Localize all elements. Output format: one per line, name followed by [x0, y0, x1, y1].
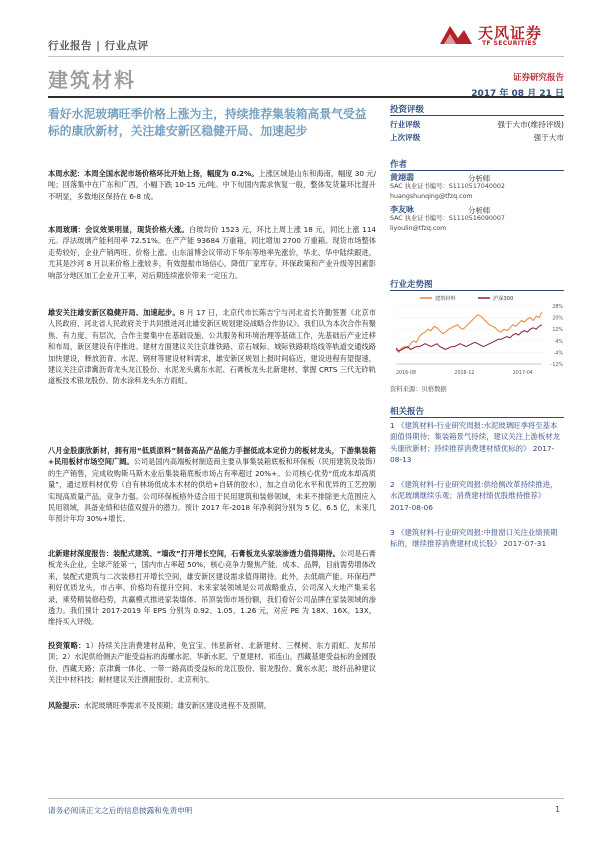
paragraph-xiongan [48, 307, 376, 387]
author-cert: SAC 执业证书编号：S1110517040002 [390, 183, 505, 190]
related-date: 2017-08-13 [390, 443, 555, 465]
author-name: 李友咏 [390, 205, 414, 214]
chart-legend-label: 沪深300 [493, 296, 514, 302]
paragraph-strategy [48, 640, 376, 686]
author-cert: SAC 执业证书编号：S1110516090007 [390, 215, 505, 222]
author-email[interactable]: liyoulin@tfzq.com [390, 225, 447, 232]
paragraph-text: 白玻均价 1523 元，环比上周上涨 18 元，同比上涨 114 元。浮法玻璃产能利用率 72.51%。在产产能 93684 万重箱，同比增加 2700 万重箱。现货市场整体走势较好，企业产销两旺、价格上涨。山东淄博会议带动下华东等地率先涨价，华北、华中陆续跟进，尤其是沙河 8 月以来价格上涨较多，有效提振市场信心，降低厂家库存。环保政策和产业升级等因素影响部分地区加工企业开工率，对后期连续涨价带来一定压力。 [48, 225, 376, 280]
footer-disclaimer: 请务必阅读正文之后的信息披露和免责申明 [48, 806, 193, 815]
related-date: 2017-07-31 [503, 539, 547, 549]
rating-value: 强于大市 [533, 133, 564, 142]
page-number: 1 [555, 805, 560, 814]
trend-chart [390, 292, 564, 376]
chart-x-tick: 2016-12 [454, 371, 475, 376]
related-divider [390, 417, 564, 418]
paragraph-lead: 雄安关注雄安新区稳健开局、加速起步。 [48, 308, 180, 317]
author-email[interactable]: huangshunqing@tfzq.com [390, 193, 473, 200]
trend-divider [390, 290, 564, 291]
footer-divider [48, 798, 564, 799]
header-divider [48, 56, 564, 57]
industry-title: 建筑材料 [48, 68, 136, 92]
author-role: 分析师 [468, 174, 491, 183]
related-title: 《建筑材料-行业研究周报:供给侧改革持续推进，水泥玻璃继续乐观；消费建材绩优股维持推荐》 [390, 480, 558, 501]
rating-value: 强于大市(维持评级) [497, 120, 564, 129]
paragraph-lead: 北新建材深度报告：装配式建筑、“墙改”打开增长空间，石膏板龙头家装渗透力值得期待。 [48, 549, 340, 558]
paragraph-cement [48, 168, 376, 202]
report-org-label: 证券研究报告 [512, 73, 564, 83]
chart-y-tick: -4% [553, 351, 563, 357]
paragraph-lead: 投资策略： [48, 641, 86, 650]
related-item[interactable] [390, 527, 564, 550]
paragraph-text: 8 月 17 日，北京代市长陈吉宁与河北省长许勤签署《北京市人民政府、河北省人民政府关于共同推进河北雄安新区规划建设战略合作协议》。我们认为本次合作有聚焦、有力度、有层次，合作主要集中在基础设施、公共服务和环境治理等基础工作，先基础后产业迁移和布局，新区建设有序推进。建材方面建议关注京雄铁路、京石城际、城际铁路联络线等轨道交通线路加快建设，释放沥青、水泥、钢材等建设材料需求，雄安新区规划上报时间临近，建设进程有望提速，建议关注京津冀沥青龙头龙江股份、水泥龙头冀东水泥、石膏板龙头北新建材、掌握 CRTS 三代无砟轨道板技术银龙股份、防水涂料龙头东方雨虹。 [48, 308, 376, 386]
related-date: 2017-08-06 [390, 502, 433, 512]
paragraph-bnbm [48, 548, 376, 628]
related-num: 1 [390, 421, 395, 430]
headline: 看好水泥玻璃旺季价格上涨为主，持续推荐集装箱高景气受益标的康欣新材，关注雄安新区稳健开局、加速起步 [48, 107, 367, 138]
paragraph-lead: 本周水泥：本周全国水泥市场价格环比开始上扬，幅度为 0.2%。 [48, 169, 259, 178]
paragraph-text: 公司是国内高端板材制造商主要从事集装箱底板和环保板（民用建筑及装饰）的生产销售，完成收购斯马斯木业后集装箱底板市场占有率超过 20%+。公司核心优势“低成本却高质量”，通过原料材优势（自有林场低成本木材的供给+自研的胶水），加之自动化水平和优异的工艺控制实现高质量产品，竞争力强。公司环保板格外适合用于民用建筑和装修领域，未来不排除更大范围应入民用领域，具备业绩和估值双提升的潜力。预计 2017 年-2018 年净利润分别为 5 亿、6.5 亿，未来几年预计年均 30%+增长。 [48, 457, 376, 524]
related-num: 2 [390, 480, 395, 489]
trend-heading: 行业走势图 [390, 280, 433, 290]
related-heading: 相关报告 [390, 407, 425, 417]
paragraph-lead: 八月金股康欣新材，拥有用“低质原料”制备高品产品能力手握低成本定价力的板材龙头，下游集装箱+民用板材市场空间广阔。 [48, 446, 376, 467]
paragraph-text: 公司是石膏板龙头企业，全球产能第一，国内市占率超 50%，核心竞争力聚焦产能、成本、品牌，目前需势增体改来，装配式建筑与二次装修打开增长空间，雄安新区建设需求值得期待。此外，去低端产能、环保趋严利好优质龙头，市占率、价格均有提升空间。未来家装领域是公司战略重点，公司深入大地产集采名录，乘势精装修趋势，共赢模式推进家装墙体、吊顶装饰市场份额，我们看好公司品牌在家装领域的渗透力。我们预计 2017-2019 年 EPS 分别为 0.92、1.05、1.26 元，对应 PE 为 18X、16X、13X，维持买入评级。 [48, 549, 376, 627]
paragraph-text: 1）持续关注消费建材品种，免宜宝、伟星新材、北新建材、三棵树、东方雨虹、友邦吊顶；2）水泥供给侧去产能受益标的海螺水泥、华新水泥、宁夏建材、祁连山，西藏基建受益标的金圆股份、西藏天路；京津冀一体化、一带一路高质受益标的龙江股份、银龙股份、冀东水泥；玻纤品种建议关注中材科技；耐材建议关注濮耐股份、北京利尔。 [48, 641, 377, 685]
paragraph-glass [48, 224, 376, 281]
chart-source: 资料来源：贝格数据 [390, 386, 447, 393]
rating-label: 行业评级 [390, 120, 421, 129]
paragraph-text: 水泥玻璃旺季需求不及预期；雄安新区建设进程不及预期。 [83, 701, 271, 710]
rating-divider [390, 115, 564, 116]
author-heading: 作者 [390, 160, 408, 170]
chart-y-tick: 12% [552, 328, 563, 334]
paragraph-text: 上涨区域是山东和海南，幅度 30 元/吨；回落集中在广东和广西，小幅下跌 10-15 元/吨。中下旬国内需求恢复一般，整体发货量环比提升不明显，多数地区保持在 6-8 成。 [48, 169, 376, 201]
chart-legend-label: 建筑材料 [435, 296, 456, 302]
paragraph-lead: 风险提示： [48, 701, 84, 710]
author-divider [390, 170, 564, 171]
logo-name: 天风证券 [478, 24, 543, 42]
report-date: 2017 年 08 月 21 日 [471, 89, 564, 99]
related-num: 3 [390, 528, 395, 537]
logo-subtitle: TF SECURITIES [482, 40, 537, 47]
chart-x-tick: 2016-08 [396, 371, 417, 376]
related-item[interactable] [390, 420, 564, 466]
chart-y-tick: 4% [555, 339, 563, 345]
related-item[interactable] [390, 479, 564, 513]
chart-x-tick: 2017-04 [512, 371, 533, 376]
report-type: 行业报告 | 行业点评 [48, 40, 149, 52]
paragraph-risk [48, 700, 376, 711]
related-title: 《建筑材料-行业研究周报:水泥玻璃旺季将至基本面值得期待；集装箱景气持续，建议关注上游板材龙头康欣新材；持续推荐消费建材绩优标的》 [390, 421, 560, 453]
related-title: 《建筑材料-行业研究周报:中报窗口关注业绩预期标的，继续推荐消费建材成长股》 [390, 528, 558, 549]
chart-series-line [396, 325, 542, 351]
chart-y-tick: -12% [550, 363, 563, 368]
paragraph-lead: 本周玻璃：会议效果明显，现货价格大涨。 [48, 225, 189, 234]
rating-heading: 投资评级 [390, 105, 425, 115]
author-role: 分析师 [468, 206, 491, 215]
tf-logo-icon [438, 22, 474, 48]
rating-label: 上次评级 [390, 133, 421, 142]
author-name: 黄翊翡 [390, 173, 414, 182]
chart-y-tick: 28% [552, 305, 563, 310]
chart-y-tick: 20% [552, 316, 563, 322]
paragraph-kangxin [48, 445, 376, 525]
